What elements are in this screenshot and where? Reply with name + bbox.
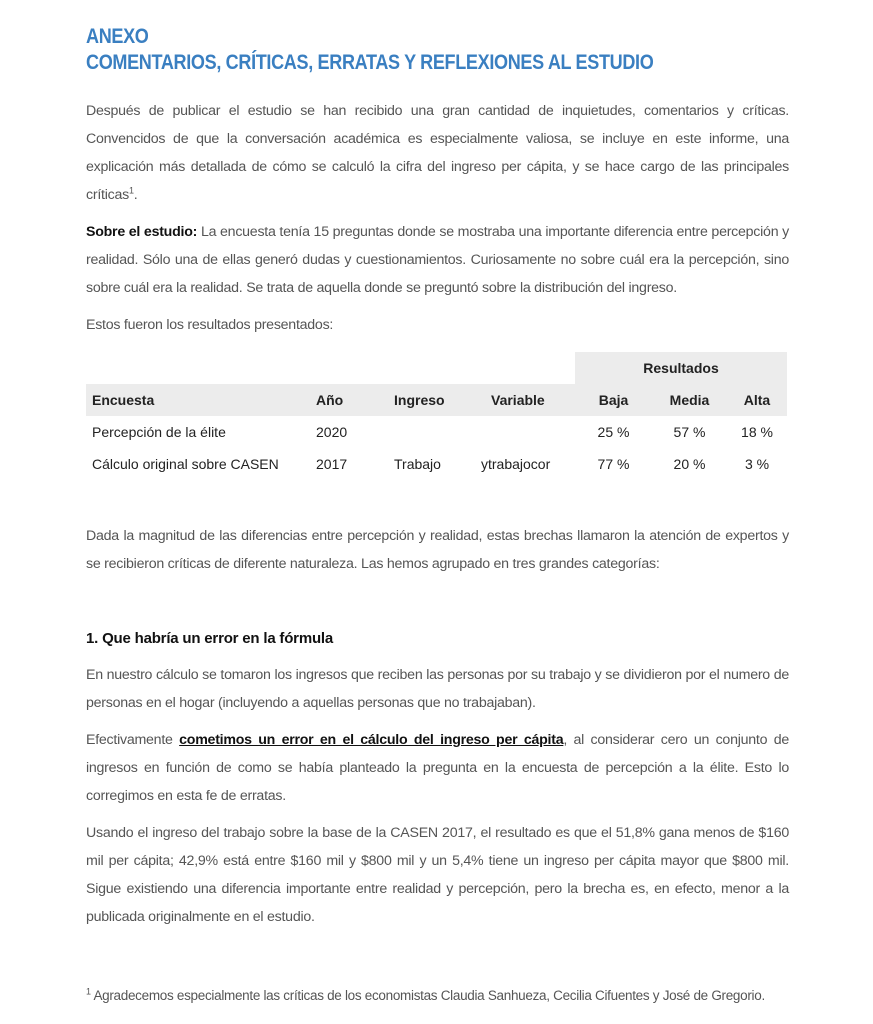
after-table-paragraph: Dada la magnitud de las diferencias entre percepción y realidad, estas brechas llamaron la atención de expertos y se recibieron críticas de diferente naturaleza. Las hemos agrupado en tres grandes categorías: xyxy=(86,528,789,572)
section-1-paragraph-1: En nuestro cálculo se tomaron los ingresos que reciben las personas por su trabajo y se dividieron por el numero de personas en el hogar (incluyendo a aquellas personas que no trabajaban). xyxy=(86,667,789,711)
intro-paragraph: Después de publicar el estudio se han recibido una gran cantidad de inquietudes, comentarios y críticas. Convencidos de que la conversación académica es especialmente valiosa, se incluye en este informe, una explicación más detallada de cómo se calculó la cifra del ingreso per cápita, y se hace cargo de las principales críticas$^1$. xyxy=(86,103,789,203)
col-header-alta: Alta xyxy=(727,384,787,416)
col-header-ingreso: Ingreso xyxy=(383,384,473,416)
col-header-encuesta: Encuesta xyxy=(86,384,312,416)
section-1-paragraph-3: Usando el ingreso del trabajo sobre la base de la CASEN 2017, el resultado es que el 51,8% gana menos de $160 mil per cápita; 42,9% está entre $160 mil y $800 mil y un 5,4% tiene un ingreso per cápita mayor que $800 mil. Sigue existiendo una diferencia importante entre realidad y percepción, pero la brecha es, en efecto, menor a la publicada originalmente en el estudio. xyxy=(86,825,789,925)
about-paragraph xyxy=(86,218,789,302)
cell-variable xyxy=(473,416,575,448)
cell-media: 57 % xyxy=(673,424,706,440)
cell-variable: ytrabajocor xyxy=(481,456,551,472)
results-intro: Estos fueron los resultados presentados: xyxy=(86,317,334,333)
annex-title xyxy=(86,24,691,76)
section-1-heading: 1. Que habría un error en la fórmula xyxy=(86,630,334,647)
title-line-2: COMENTARIOS, CRÍTICAS, ERRATAS Y REFLEXIONES AL ESTUDIO xyxy=(86,51,654,74)
table-header-row xyxy=(86,384,787,416)
table-row xyxy=(86,416,787,448)
error-highlight: cometimos un error en el cálculo del ingreso per cápita xyxy=(179,732,564,748)
cell-baja: 77 % xyxy=(597,456,630,472)
cell-baja: 25 % xyxy=(597,424,630,440)
cell-ano: 2017 xyxy=(316,456,348,472)
col-header-baja: Baja xyxy=(575,384,652,416)
table-group-header-row xyxy=(86,352,787,384)
footnote-text: Agradecemos especialmente las críticas de los economistas Claudia Sanhueza, Cecilia Cifuentes y José de Gregorio. xyxy=(93,988,765,1003)
footnote xyxy=(86,988,765,1003)
col-header-variable: Variable xyxy=(473,384,575,416)
cell-ano: 2020 xyxy=(316,424,348,440)
section-1-paragraph-2: Efectivamente cometimos un error en el cálculo del ingreso per cápita, al considerar cero un conjunto de ingresos en función de como se había planteado la pregunta en la encuesta de percepción a la élite. Esto lo corregimos en esta fe de erratas. xyxy=(86,732,789,804)
cell-alta: 3 % xyxy=(744,456,770,472)
results-group-header: Resultados xyxy=(575,352,787,384)
cell-media: 20 % xyxy=(673,456,706,472)
title-line-1: ANEXO xyxy=(86,25,149,48)
col-header-media: Media xyxy=(652,384,727,416)
footnote-marker: 1 xyxy=(86,986,91,997)
col-header-ano: Año xyxy=(312,384,383,416)
cell-encuesta: Percepción de la élite xyxy=(92,424,226,440)
results-table xyxy=(86,352,787,480)
about-label: Sobre el estudio: xyxy=(86,224,198,240)
about-text: La encuesta tenía 15 preguntas donde se mostraba una importante diferencia entre percepción y realidad. Sólo una de ellas generó dudas y cuestionamientos. Curiosamente no sobre cuál era la percepción, sino sobre cuál era la realidad. Se trata de aquella donde se preguntó sobre la distribución del ingreso. xyxy=(86,224,789,296)
annex-page xyxy=(86,24,789,931)
cell-alta: 18 % xyxy=(741,424,773,440)
cell-ingreso xyxy=(383,416,473,448)
cell-encuesta: Cálculo original sobre CASEN xyxy=(92,456,279,472)
cell-ingreso: Trabajo xyxy=(394,456,441,472)
footnote-ref[interactable]: 1 xyxy=(128,185,134,196)
table-row xyxy=(86,448,787,480)
